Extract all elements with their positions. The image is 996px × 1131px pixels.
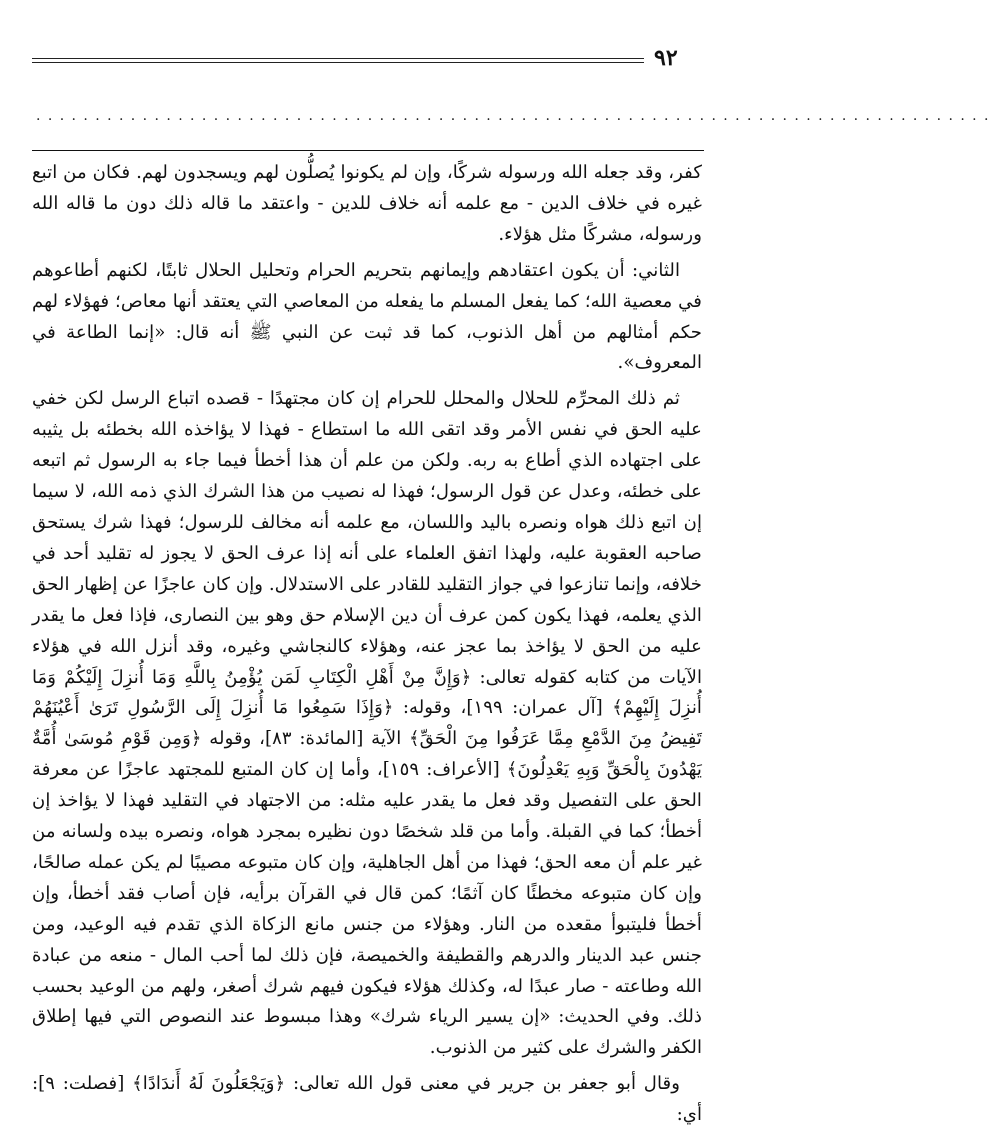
paragraph-1: كفر، وقد جعله الله ورسوله شركًا، وإن لم يكونوا يُصلُّون لهم ويسجدون لهم. فكان من اتبع غيره في خلاف الدين - مع علمه أنه خلاف للدين - واعتقد ما قاله ذلك دون ما قاله الله ورسوله، مشركًا مثل هؤلاء. <box>32 162 702 245</box>
page-number: ٩٢ <box>654 45 678 71</box>
text-top-rule <box>32 150 704 151</box>
header-rule-bottom <box>32 62 644 63</box>
paragraph-2: الثاني: أن يكون اعتقادهم وإيمانهم بتحريم الحرام وتحليل الحلال ثابتًا، لكنهم أطاعوهم في معصية الله؛ كما يفعل المسلم ما يفعله من المعاصي التي يعتقد أنها معاص؛ فهؤلاء لهم حكم أمثالهم من أهل الذنوب، كما قد ثبت عن النبي ﷺ أنه قال: «إنما الطاعة في المعروف». <box>32 259 702 374</box>
paragraph-4: وقال أبو جعفر بن جرير في معنى قول الله تعالى: ﴿وَيَجْعَلُونَ لَهُ أَندَادًا﴾ [فصلت: ٩]: أي: <box>32 1073 702 1126</box>
separator-dots: ................................................................................. <box>36 108 996 124</box>
header-rule-top <box>32 58 644 59</box>
paragraph-3: ثم ذلك المحرِّم للحلال والمحلل للحرام إن كان مجتهدًا - قصده اتباع الرسل لكن خفي عليه الحق في نفس الأمر وقد اتقى الله ما استطاع - فهذا لا يؤاخذه الله بخطئه بل يثيبه على اجتهاده الذي أطاع به ربه. ولكن من علم أن هذا أخطأ فيما جاء به الرسول ثم اتبعه على خطئه، وعدل عن قول الرسول؛ فهذا له نصيب من هذا الشرك الذي ذمه الله، لا سيما إن اتبع ذلك هواه ونصره باليد واللسان، مع علمه أنه مخالف للرسول؛ فهذا شرك يستحق صاحبه العقوبة عليه، ولهذا اتفق العلماء على أنه إذا عرف الحق لا يجوز له تقليد أحد في خلافه، وإنما تنازعوا في جواز التقليد للقادر على الاستدلال. وإن كان عاجزًا عن إظهار الحق الذي يعلمه، فهذا يكون كمن عرف أن دين الإسلام حق وهو بين النصارى، فإذا فعل ما يقدر عليه من الحق لا يؤاخذ بما عجز عنه، وهؤلاء كالنجاشي وغيره، وقد أنزل الله في هؤلاء الآيات من كتابه كقوله تعالى: ﴿وَإِنَّ مِنْ أَهْلِ الْكِتَابِ لَمَن يُؤْمِنُ بِاللَّهِ وَمَا أُنزِلَ إِلَيْكُمْ وَمَا أُنزِلَ إِلَيْهِمْ﴾ [آل عمران: ١٩٩]، وقوله: ﴿وَإِذَا سَمِعُوا مَا أُنزِلَ إِلَى الرَّسُولِ تَرَىٰ أَعْيُنَهُمْ تَفِيضُ مِنَ الدَّمْعِ مِمَّا عَرَفُوا مِنَ الْحَقِّ﴾ الآية [المائدة: ٨٣]، وقوله ﴿وَمِن قَوْمِ مُوسَىٰ أُمَّةٌ يَهْدُونَ بِالْحَقِّ وَبِهِ يَعْدِلُونَ﴾ [الأعراف: ١٥٩]، وأما إن كان المتبع للمجتهد عاجزًا عن معرفة الحق على التفصيل وقد فعل ما يقدر عليه مثله: من الاجتهاد في التقليد فهذا لا يؤاخذ إن أخطأ؛ كما في القبلة. وأما من قلد شخصًا دون نظيره بمجرد هواه، ونصره بيده ولسانه من غير علم أن معه الحق؛ فهذا من أهل الجاهلية، وإن كان متبوعه مصيبًا لم يكن عمله صالحًا، وإن كان متبوعه مخطئًا كان آثمًا؛ كمن قال في القرآن برأيه، فإن أصاب فقد أخطأ، وإن أخطأ فليتبوأ مقعده من النار. وهؤلاء من جنس مانع الزكاة الذي تقدم فيه الوعيد، ومن جنس عبد الدينار والدرهم والقطيفة والخميصة، فإن ذلك لما أحب المال - منعه من عبادة الله وطاعته - صار عبدًا له، وكذلك هؤلاء فيكون فيهم شرك أصغر، ولهم من الوعيد بحسب ذلك. وفي الحديث: «إن يسير الرياء شرك» وهذا مبسوط عند النصوص التي فيها إطلاق الكفر والشرك على كثير من الذنوب. <box>32 388 702 1059</box>
page-body <box>32 158 702 1131</box>
